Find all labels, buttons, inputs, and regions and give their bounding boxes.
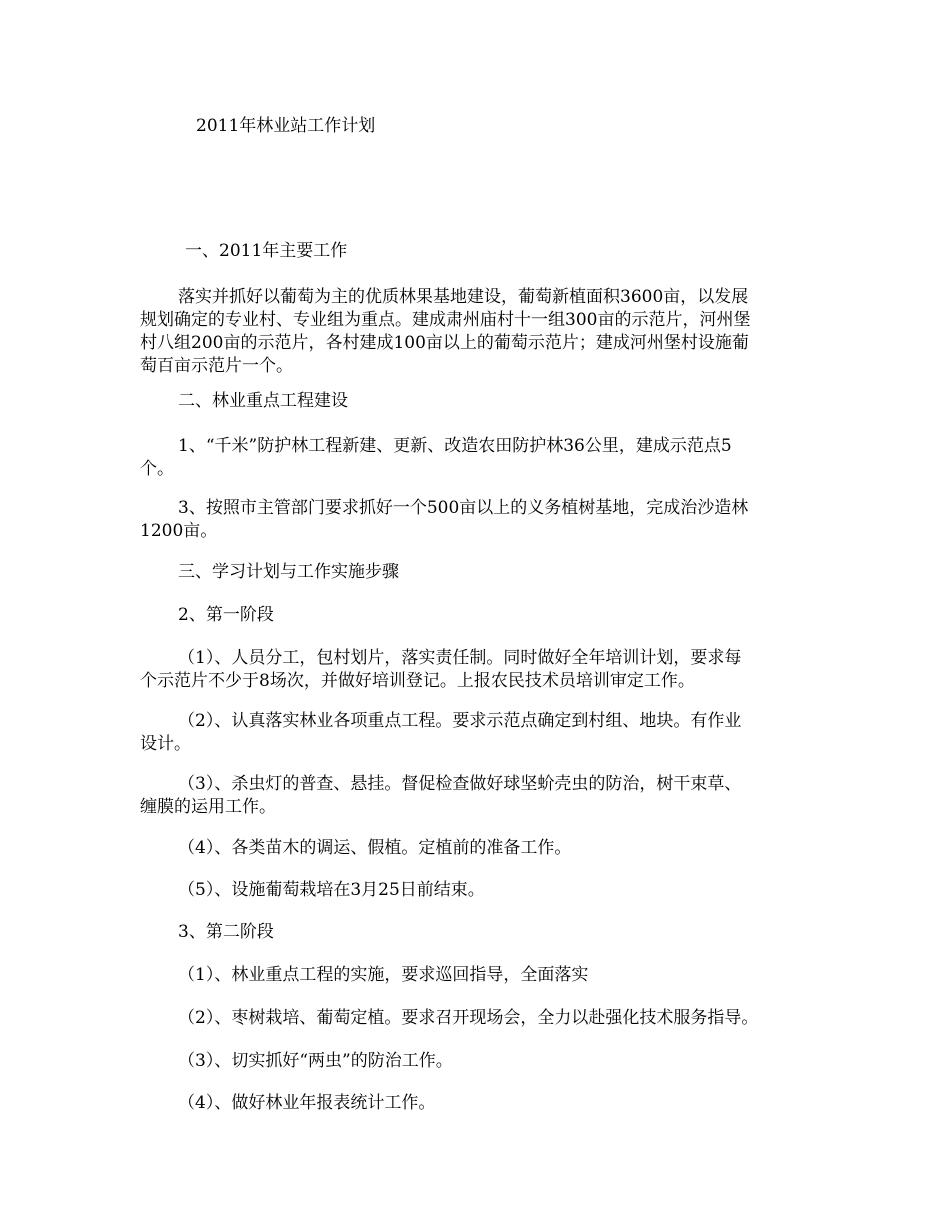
paragraph-line: 萄百亩示范片一个。 (140, 356, 293, 376)
stage1-item (140, 710, 812, 756)
stage2-item (140, 964, 812, 987)
paragraph-line: 个示范片不少于8场次，并做好培训登记。上报农民技术员培训审定工作。 (140, 671, 695, 691)
section1-heading: 一、2011年主要工作 (185, 241, 348, 261)
stage1-item (140, 647, 812, 693)
document-title: 2011年林业站工作计划 (196, 116, 376, 136)
paragraph-line: （2）、认真落实林业各项重点工程。要求示范点确定到村组、地块。有作业 (178, 711, 742, 731)
stage2-heading: 3、第二阶段 (178, 922, 274, 942)
paragraph-line: （1）、林业重点工程的实施，要求巡回指导，全面落实 (178, 965, 589, 985)
stage1-item (140, 837, 812, 860)
stage2-item (140, 1050, 812, 1073)
paragraph-line: 3、按照市主管部门要求抓好一个500亩以上的义务植树基地，完成治沙造林 (178, 498, 749, 518)
paragraph-line: 设计。 (140, 734, 191, 754)
paragraph-line: 个。 (140, 459, 174, 479)
paragraph-line: （4）、各类苗木的调运、假植。定植前的准备工作。 (178, 838, 572, 858)
paragraph-line: 1200亩。 (140, 521, 218, 541)
stage1-item (140, 773, 812, 819)
section2-item-1 (140, 435, 812, 481)
paragraph-line: 1、“千米”防护林工程新建、更新、改造农田防护林36公里，建成示范点5 (178, 436, 732, 456)
paragraph-line: 村八组200亩的示范片，各村建成100亩以上的葡萄示范片；建成河州堡村设施葡 (140, 333, 749, 353)
paragraph-line: （3）、杀虫灯的普查、悬挂。督促检查做好球坚蚧壳虫的防治，树干束草、 (178, 774, 742, 794)
paragraph-line: （2）、枣树栽培、葡萄定植。要求召开现场会，全力以赴强化技术服务指导。 (178, 1008, 759, 1028)
section2-item-3 (140, 497, 812, 543)
paragraph-line: （5）、设施葡萄栽培在3月25日前结束。 (178, 880, 485, 900)
section3-heading: 三、学习计划与工作实施步骤 (178, 562, 399, 582)
paragraph-line: 规划确定的专业村、专业组为重点。建成肃州庙村十一组300亩的示范片，河州堡 (140, 310, 751, 330)
paragraph-line: 缠膜的运用工作。 (140, 797, 276, 817)
stage2-item (140, 1092, 812, 1115)
section2-heading: 二、林业重点工程建设 (178, 391, 348, 411)
section1-paragraph (140, 286, 812, 378)
stage2-item (140, 1007, 812, 1030)
paragraph-line: 落实并抓好以葡萄为主的优质林果基地建设，葡萄新植面积3600亩，以发展 (178, 287, 749, 307)
paragraph-line: （3）、切实抓好“两虫”的防治工作。 (178, 1051, 453, 1071)
stage1-heading: 2、第一阶段 (178, 605, 274, 625)
paragraph-line: （1）、人员分工，包村划片，落实责任制。同时做好全年培训计划，要求每 (178, 648, 742, 668)
stage1-item (140, 879, 812, 902)
paragraph-line: （4）、做好林业年报表统计工作。 (178, 1093, 436, 1113)
